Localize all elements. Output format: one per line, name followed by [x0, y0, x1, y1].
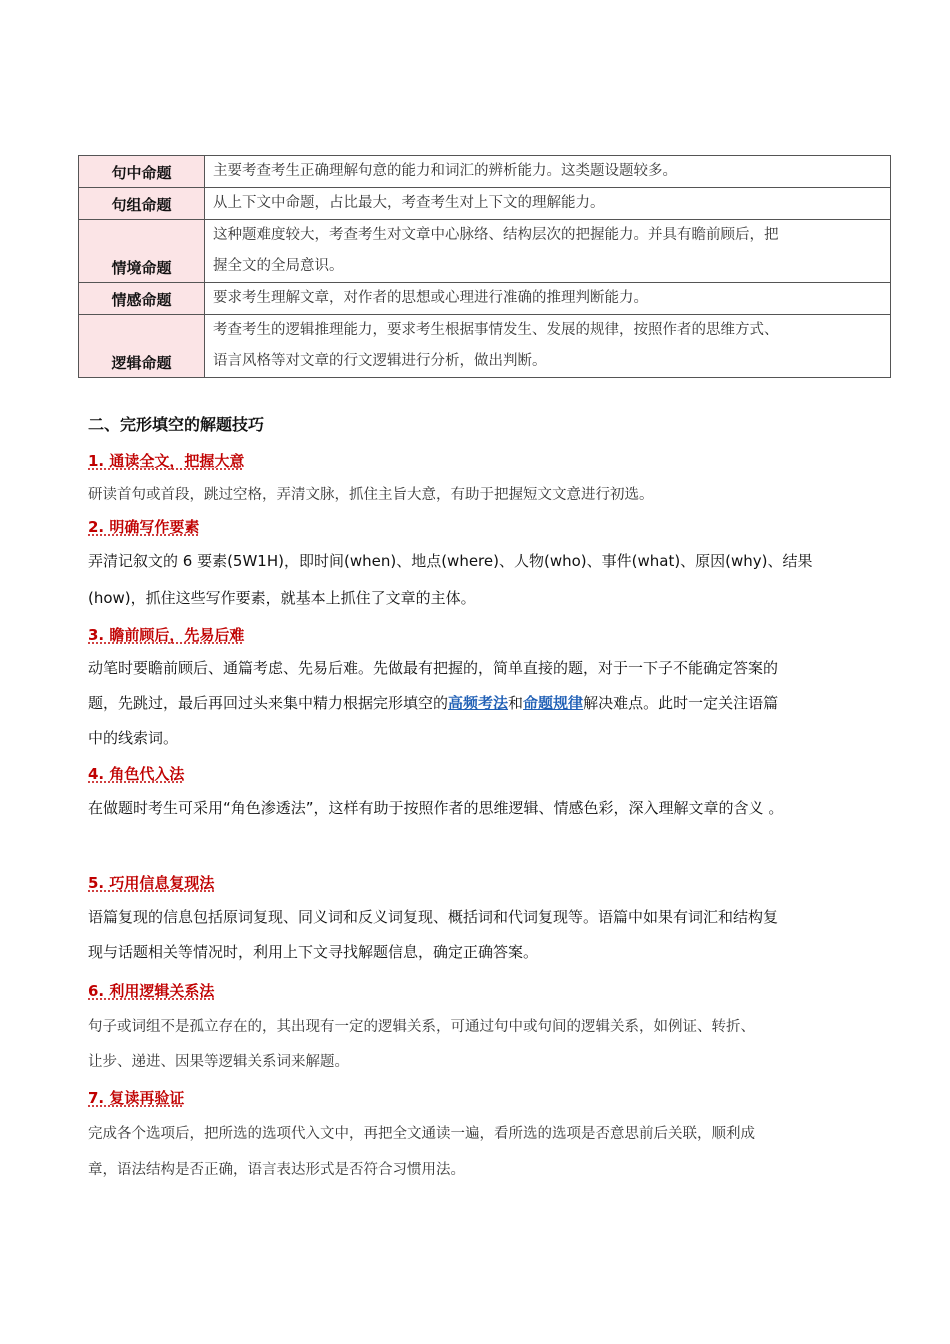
desc-line: 考查考生的逻辑推理能力，要求考生根据事情发生、发展的规律，按照作者的思维方式、 — [213, 322, 779, 338]
tip-heading: 4. 角色代入法 — [88, 765, 185, 783]
tip-text: 动笔时要瞻前顾后、通篇考虑、先易后难。先做最有把握的，简单直接的题，对于一下子不能确定答案的 — [88, 659, 779, 677]
tip-heading: 7. 复读再验证 — [88, 1089, 185, 1107]
text-run: 和 — [508, 694, 524, 712]
desc-line: 这种题难度较大，考查考生对文章中心脉络、结构层次的把握能力。并具有瞻前顾后，把 — [213, 227, 779, 243]
tip-text: 在做题时考生可采用“角色渗透法”，这样有助于按照作者的思维逻辑、情感色彩，深入理解文章的含义 。 — [88, 799, 784, 817]
table-row — [79, 315, 891, 378]
desc-line: 语言风格等对文章的行文逻辑进行分析，做出判断。 — [213, 353, 547, 369]
tip-heading: 5. 巧用信息复现法 — [88, 874, 215, 892]
question-types-table — [78, 155, 891, 378]
section-title: 二、完形填空的解题技巧 — [88, 415, 265, 434]
desc-cell — [205, 156, 891, 188]
tip-text: 语篇复现的信息包括原词复现、同义词和反义词复现、概括词和代词复现等。语篇中如果有词汇和结构复 — [88, 908, 779, 926]
desc-line: 要求考生理解文章，对作者的思想或心理进行准确的推理判断能力。 — [213, 290, 648, 306]
desc-line: 从上下文中命题，占比最大，考查考生对上下文的理解能力。 — [213, 195, 605, 211]
tip-text: 现与话题相关等情况时，利用上下文寻找解题信息，确定正确答案。 — [88, 943, 539, 961]
table-row — [79, 220, 891, 283]
tip-text: 完成各个选项后，把所选的选项代入文中，再把全文通读一遍，看所选的选项是否意思前后关联，顺利成 — [88, 1126, 755, 1142]
tip-heading: 2. 明确写作要素 — [88, 518, 200, 536]
text-run: 题，先跳过，最后再回过头来集中精力根据完形填空的 — [88, 694, 449, 712]
desc-cell — [205, 315, 891, 378]
high-frequency-link[interactable]: 高频考法 — [448, 694, 509, 712]
tip-text: 章，语法结构是否正确，语言表达形式是否符合习惯用法。 — [88, 1162, 465, 1178]
table-row — [79, 188, 891, 220]
question-pattern-link[interactable]: 命题规律 — [523, 694, 584, 712]
tip-text: 中的线索词。 — [88, 729, 179, 747]
tip-text: 句子或词组不是孤立存在的，其出现有一定的逻辑关系，可通过句中或句间的逻辑关系，如例证、转折、 — [88, 1019, 755, 1035]
tip-text: 让步、递进、因果等逻辑关系词来解题。 — [88, 1054, 349, 1070]
desc-line: 主要考查考生正确理解句意的能力和词汇的辨析能力。这类题设题较多。 — [213, 163, 677, 179]
desc-cell — [205, 220, 891, 283]
tip-heading: 6. 利用逻辑关系法 — [88, 982, 215, 1000]
tip-text: (how)，抓住这些写作要素，就基本上抓住了文章的主体。 — [88, 589, 476, 607]
desc-line: 握全文的全局意识。 — [213, 258, 344, 274]
text-run: 解决难点。此时一定关注语篇 — [583, 694, 779, 712]
type-cell: 情感命题 — [79, 283, 205, 315]
table-row — [79, 283, 891, 315]
type-cell: 句组命题 — [79, 188, 205, 220]
table-row — [79, 156, 891, 188]
type-cell: 逻辑命题 — [79, 315, 205, 378]
tip-text: 研读首句或首段，跳过空格，弄清文脉，抓住主旨大意，有助于把握短文文意进行初选。 — [88, 487, 654, 503]
tip-heading: 1. 通读全文，把握大意 — [88, 452, 245, 470]
tip-heading: 3. 瞻前顾后，先易后难 — [88, 626, 245, 644]
type-cell: 情境命题 — [79, 220, 205, 283]
type-cell: 句中命题 — [79, 156, 205, 188]
tip-text: 弄清记叙文的 6 要素(5W1H)，即时间(when)、地点(where)、人物(who)、事件(what)、原因(why)、结果 — [88, 552, 813, 570]
desc-cell — [205, 188, 891, 220]
desc-cell — [205, 283, 891, 315]
tip-text — [88, 692, 878, 713]
